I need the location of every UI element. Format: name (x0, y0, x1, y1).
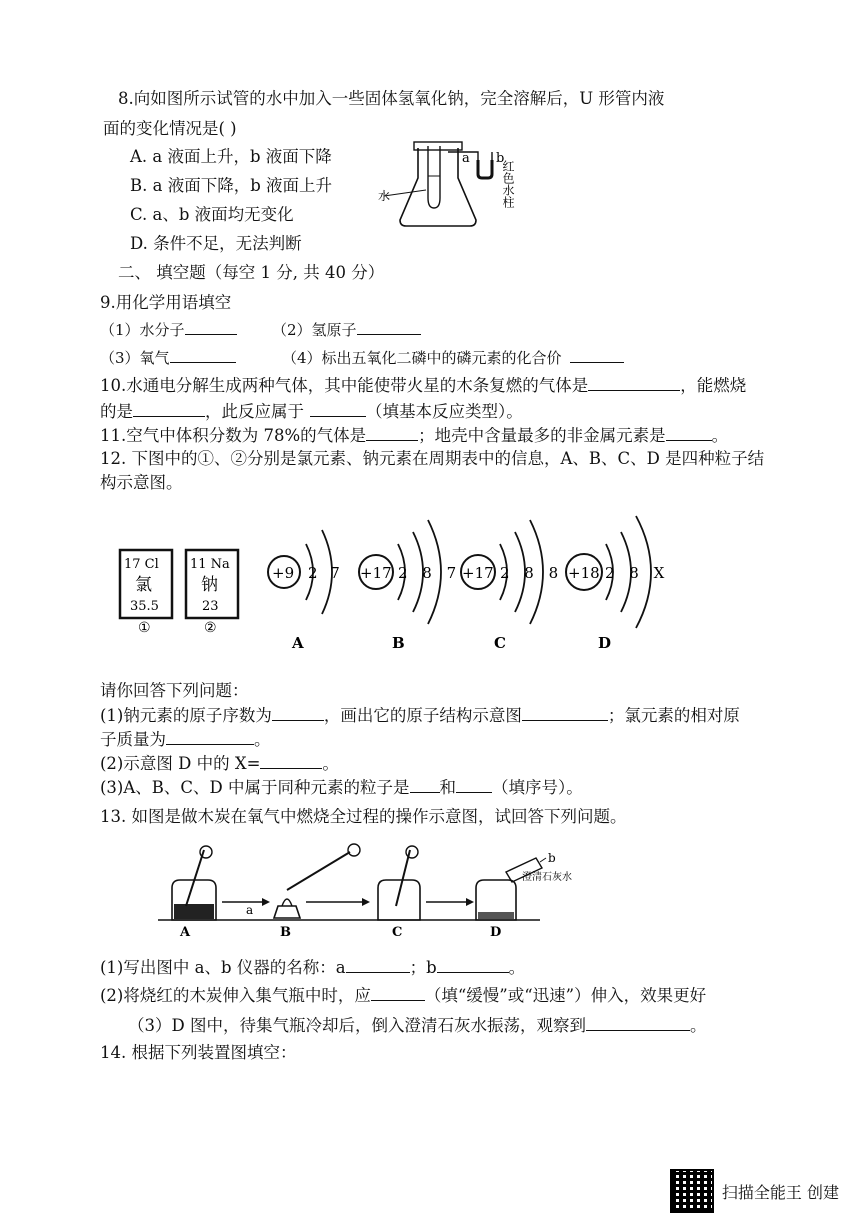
atom-c-shells: 2 8 8 (500, 564, 564, 582)
q12-s1-text5: 。 (254, 730, 271, 749)
q8-option-c: C. a、b 液面均无变化 (130, 205, 294, 224)
q13-s1-line (100, 956, 525, 979)
q9-part1 (100, 318, 237, 341)
q9-part3 (100, 346, 236, 369)
atom-d-label: D (598, 634, 612, 652)
q10-text3: 的是 (100, 402, 133, 421)
na-box-number: 11 Na (190, 557, 230, 572)
na-box-tag: ② (204, 620, 217, 636)
q13-blank2[interactable] (437, 956, 509, 973)
q8-option-d: D. 条件不足，无法判断 (130, 234, 302, 253)
atom-c-label: C (494, 634, 506, 652)
q9-part4-label: （4）标出五氧化二磷中的磷元素的化合价 (282, 349, 562, 367)
q11-line (100, 424, 728, 447)
q11-blank1[interactable] (366, 424, 418, 441)
q12-s3-line (100, 776, 583, 799)
q10-text2: ，能燃烧 (680, 376, 747, 395)
q12-s3-text3: （填序号）。 (492, 778, 583, 797)
q9-part2-label: （2）氢原子 (272, 321, 357, 339)
q13-s2-text2: （填“缓慢”或“迅速”）伸入，效果更好 (424, 986, 707, 1005)
q12-blank2[interactable] (522, 704, 608, 721)
atom-a-nucleus: +9 (272, 564, 295, 582)
q12-blank1[interactable] (272, 704, 324, 721)
atom-c (461, 520, 563, 652)
q14-stem: 14. 根据下列装置图填空： (100, 1043, 297, 1062)
na-box-name: 钠 (201, 575, 218, 595)
q10-blank1[interactable] (588, 374, 680, 391)
q12-s2-text1: (2)示意图 D 中的 X= (100, 754, 261, 773)
atom-a (268, 530, 344, 652)
q10-blank3[interactable] (310, 400, 366, 417)
q12-s3-text1: (3)A、B、C、D 中属于同种元素的粒子是 (100, 778, 410, 797)
watermark-text: 扫描全能王 创建 (721, 1182, 839, 1202)
q9-blank4[interactable] (570, 346, 624, 363)
atom-b-label: B (392, 634, 405, 652)
scanner-watermark (670, 1169, 839, 1213)
q9-part3-label: （3）氧气 (100, 349, 170, 367)
q12-blank6[interactable] (456, 776, 492, 793)
q13-blank1[interactable] (346, 956, 410, 973)
atom-a-shells: 2 7 (308, 564, 344, 582)
q13-blank3[interactable] (371, 984, 425, 1001)
q12-s1-line2 (100, 728, 271, 751)
q13-label-c: C (392, 925, 403, 940)
cl-box-name: 氯 (135, 575, 152, 595)
q8-stem-line2: 面的变化情况是( ) (103, 119, 237, 138)
q8-stem-line1: 8.向如图所示试管的水中加入一些固体氢氧化钠，完全溶解后，U 形管内液 (118, 89, 665, 108)
q13-figure (150, 842, 600, 942)
section2-heading: 二、 填空题（每空 1 分, 共 40 分） (118, 263, 385, 282)
q13-s1-text2: ；b (409, 958, 437, 977)
q12-s1-text4: 子质量为 (100, 730, 166, 749)
q12-s1-text3: ；氯元素的相对原 (607, 706, 740, 725)
q13-label-d: D (490, 925, 502, 940)
q11-text1: 11.空气中体积分数为 78%的气体是 (100, 426, 367, 445)
q8-a-label: a (462, 151, 470, 166)
q9-part1-label: （1）水分子 (100, 321, 185, 339)
q12-blank5[interactable] (410, 776, 440, 793)
q12-blank4[interactable] (260, 752, 322, 769)
q10-line2 (100, 400, 523, 423)
cl-box-number: 17 Cl (124, 557, 159, 572)
q13-s1-text1: (1)写出图中 a、b 仪器的名称：a (100, 958, 346, 977)
q12-stem-line2: 构示意图。 (100, 473, 183, 492)
q13-blank4[interactable] (586, 1014, 690, 1031)
q9-stem: 9.用化学用语填空 (100, 293, 232, 312)
q10-text4: ，此反应属于 (205, 402, 304, 421)
q12-figure (100, 508, 700, 658)
q12-blank3[interactable] (166, 728, 254, 745)
atom-d-shells: 2 8 X (605, 564, 670, 582)
q13-lime-label: 澄清石灰水 (522, 872, 572, 883)
atom-d-nucleus: +18 (568, 564, 600, 582)
cl-box-mass: 35.5 (130, 599, 159, 614)
q13-stem: 13. 如图是做木炭在氧气中燃烧全过程的操作示意图，试回答下列问题。 (100, 807, 627, 826)
q13-s2-text1: (2)将烧红的木炭伸入集气瓶中时，应 (100, 986, 371, 1005)
q12-ask: 请你回答下列问题： (100, 681, 249, 700)
q11-blank2[interactable] (666, 424, 712, 441)
atom-b (359, 520, 461, 652)
q9-part4 (282, 346, 624, 369)
q10-blank2[interactable] (133, 400, 205, 417)
q8-b-label: b (496, 151, 505, 166)
q9-blank2[interactable] (357, 318, 421, 335)
q12-s3-text2: 和 (439, 778, 457, 797)
q13-a-label: a (246, 903, 254, 917)
q9-blank3[interactable] (170, 346, 236, 363)
q9-part2 (272, 318, 421, 341)
atom-c-nucleus: +17 (462, 564, 494, 582)
q11-text3: 。 (711, 426, 729, 445)
q9-blank1[interactable] (185, 318, 237, 335)
q10-text5: （填基本反应类型）。 (366, 402, 523, 421)
q10-line1 (100, 374, 746, 397)
cl-box-tag: ① (138, 620, 151, 636)
q8-flask-figure (378, 138, 538, 238)
q13-s1-text3: 。 (508, 958, 526, 977)
q13-s2-line (100, 984, 706, 1007)
atom-a-label: A (292, 634, 304, 652)
q10-text1: 10.水通电分解生成两种气体，其中能使带火星的木条复燃的气体是 (100, 376, 589, 395)
atom-b-shells: 2 8 7 (398, 564, 462, 582)
q8-option-b: B. a 液面下降，b 液面上升 (130, 176, 333, 195)
q13-label-a: A (180, 925, 191, 940)
atom-d (566, 516, 669, 652)
q8-water-label: 水 (378, 189, 391, 203)
qr-code-icon (670, 1169, 714, 1213)
q11-text2: ；地壳中含量最多的非金属元素是 (418, 426, 666, 445)
q12-s2-line (100, 752, 339, 775)
q8-side-label: 红色水柱 (501, 160, 515, 208)
q12-s1-line1 (100, 704, 740, 727)
atom-b-nucleus: +17 (360, 564, 392, 582)
q13-s3-line (128, 1014, 706, 1037)
q12-s1-text2: ，画出它的原子结构示意图 (323, 706, 522, 725)
q12-s1-text1: (1)钠元素的原子序数为 (100, 706, 272, 725)
q13-s3-text1: （3）D 图中，待集气瓶冷却后，倒入澄清石灰水振荡，观察到 (128, 1016, 586, 1035)
q8-option-a: A. a 液面上升，b 液面下降 (130, 147, 332, 166)
q12-stem-line1: 12. 下图中的①、②分别是氯元素、钠元素在周期表中的信息，A、B、C、D 是四种粒子结 (100, 449, 765, 468)
q13-b-label: b (548, 851, 556, 865)
q13-label-b: B (280, 925, 291, 940)
na-box-mass: 23 (202, 599, 219, 614)
q12-s2-text2: 。 (322, 754, 339, 773)
q13-s3-text2: 。 (689, 1016, 707, 1035)
